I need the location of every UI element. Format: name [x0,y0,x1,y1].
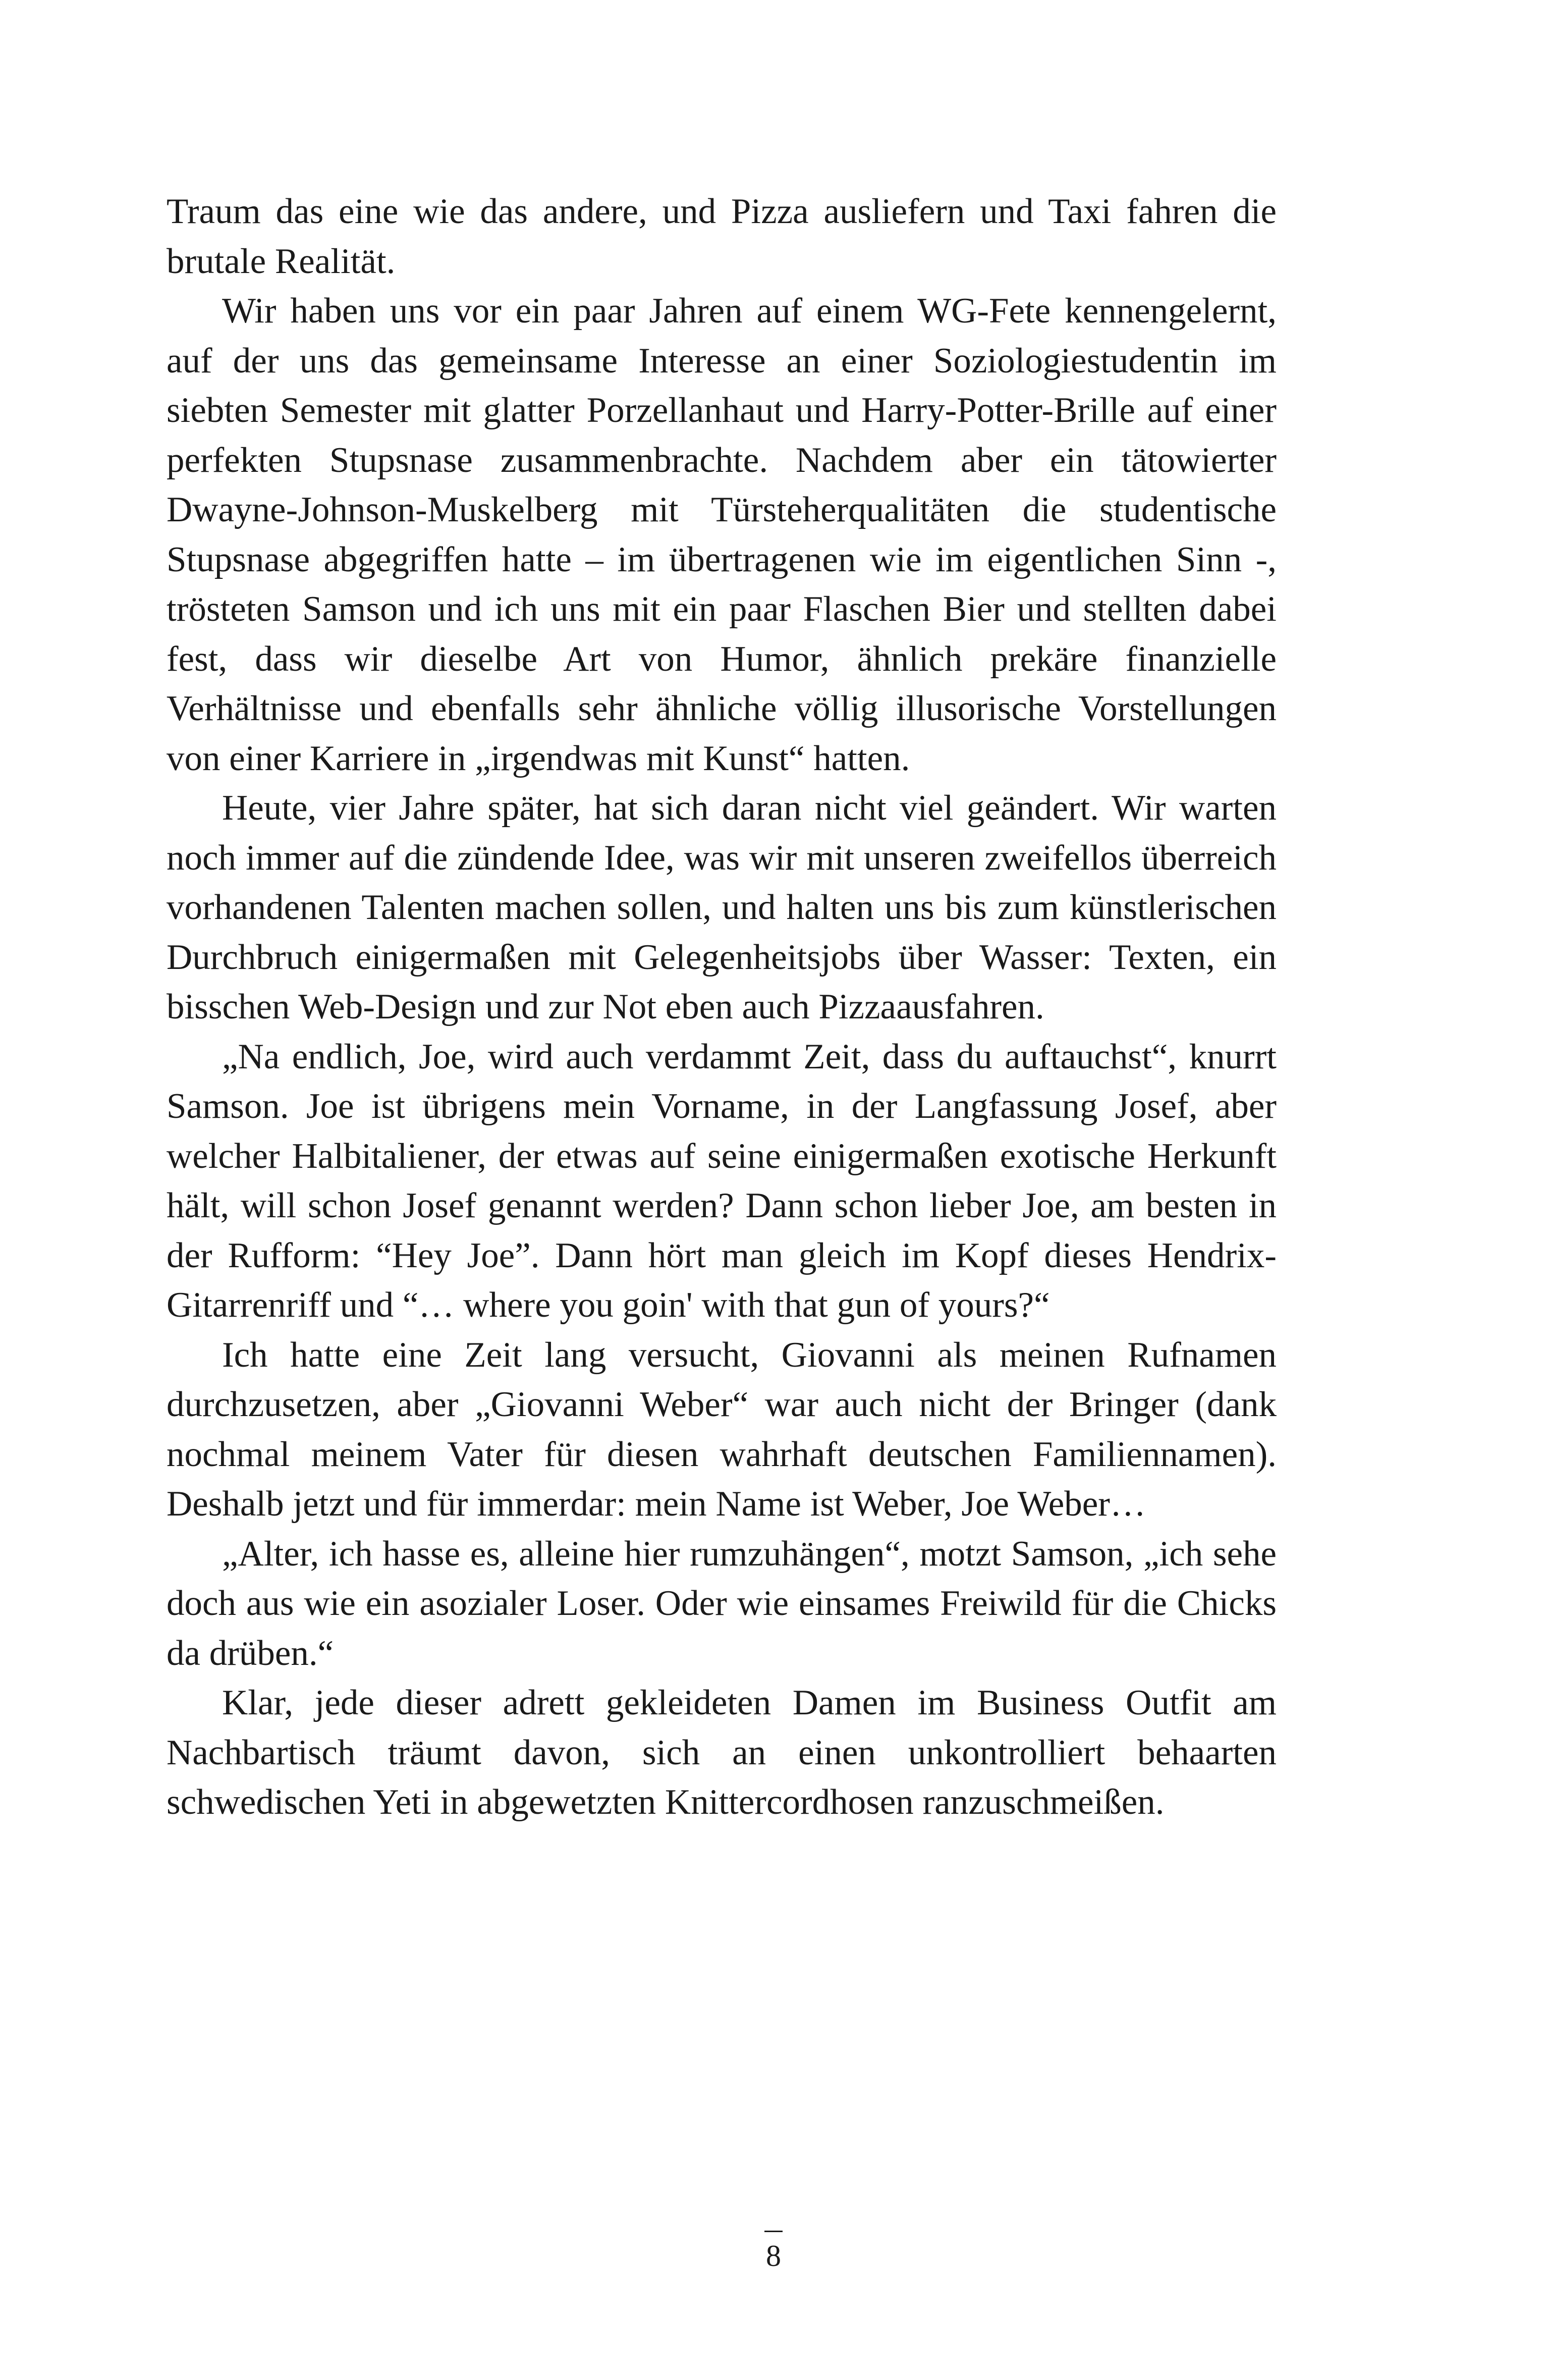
footer-rule [764,2231,783,2232]
paragraph-6: „Alter, ich hasse es, alleine hier rumzuhängen“, motzt Samson, „ich sehe doch aus wie ein asozialer Loser. Oder wie einsames Freiwild für die Chicks da drüben.“ [167,1534,1277,1673]
page-footer [0,2231,1547,2274]
paragraph-2: Wir haben uns vor ein paar Jahren auf einem WG-Fete kennengelernt, auf der uns das gemeinsame Interesse an einer Soziologiestudentin im siebten Semester mit glatter Porzellanhaut und Harry-Potter-Brille auf einer perfekten Stupsnase zusammenbrachte. Nachdem aber ein tätowierter Dwayne-Johnson-Muskelberg mit Türsteherqualitäten die studentische Stupsnase abgegriffen hatte – im übertragenen wie im eigentlichen Sinn -, trösteten Samson und ich uns mit ein paar Flaschen Bier und stellten dabei fest, dass wir dieselbe Art von Humor, ähnlich prekäre finanzielle Verhältnisse und ebenfalls sehr ähnliche völlig illusorische Vorstellungen von einer Karriere in „irgendwas mit Kunst“ hatten. [167,291,1277,778]
paragraph-5: Ich hatte eine Zeit lang versucht, Giovanni als meinen Rufnamen durchzusetzen, aber „Giovanni Weber“ war auch nicht der Bringer (dank nochmal meinem Vater für diesen wahrhaft deutschen Familiennamen). Deshalb jetzt und für immerdar: mein Name ist Weber, Joe Weber… [167,1335,1277,1524]
paragraph-3: Heute, vier Jahre später, hat sich daran nicht viel geändert. Wir warten noch immer auf die zündende Idee, was wir mit unseren zweifellos überreich vorhandenen Talenten machen sollen, und halten uns bis zum künstlerischen Durchbruch einigermaßen mit Gelegenheitsjobs über Wasser: Texten, ein bisschen Web-Design und zur Not eben auch Pizzaausfahren. [167,788,1277,1026]
paragraph-7: Klar, jede dieser adrett gekleideten Damen im Business Outfit am Nachbartisch träumt davon, sich an einen unkontrolliert behaarten schwedischen Yeti in abgewetzten Knittercordhosen ranzuschmeißen. [167,1683,1277,1822]
paragraph-4: „Na endlich, Joe, wird auch verdammt Zeit, dass du auftauchst“, knurrt Samson. Joe ist übrigens mein Vorname, in der Langfassung Josef, aber welcher Halbitaliener, der etwas auf seine einigermaßen exotische Herkunft hält, will schon Josef genannt werden? Dann schon lieber Joe, am besten in der Rufform: “Hey Joe”. Dann hört man gleich im Kopf dieses Hendrix-Gitarrenriff und “… where you goin' with that gun of yours?“ [167,1037,1277,1325]
page-number: 8 [766,2239,781,2273]
body-text [167,187,1277,1827]
paragraph-1: Traum das eine wie das andere, und Pizza ausliefern und Taxi fahren die brutale Realität. [167,192,1277,281]
